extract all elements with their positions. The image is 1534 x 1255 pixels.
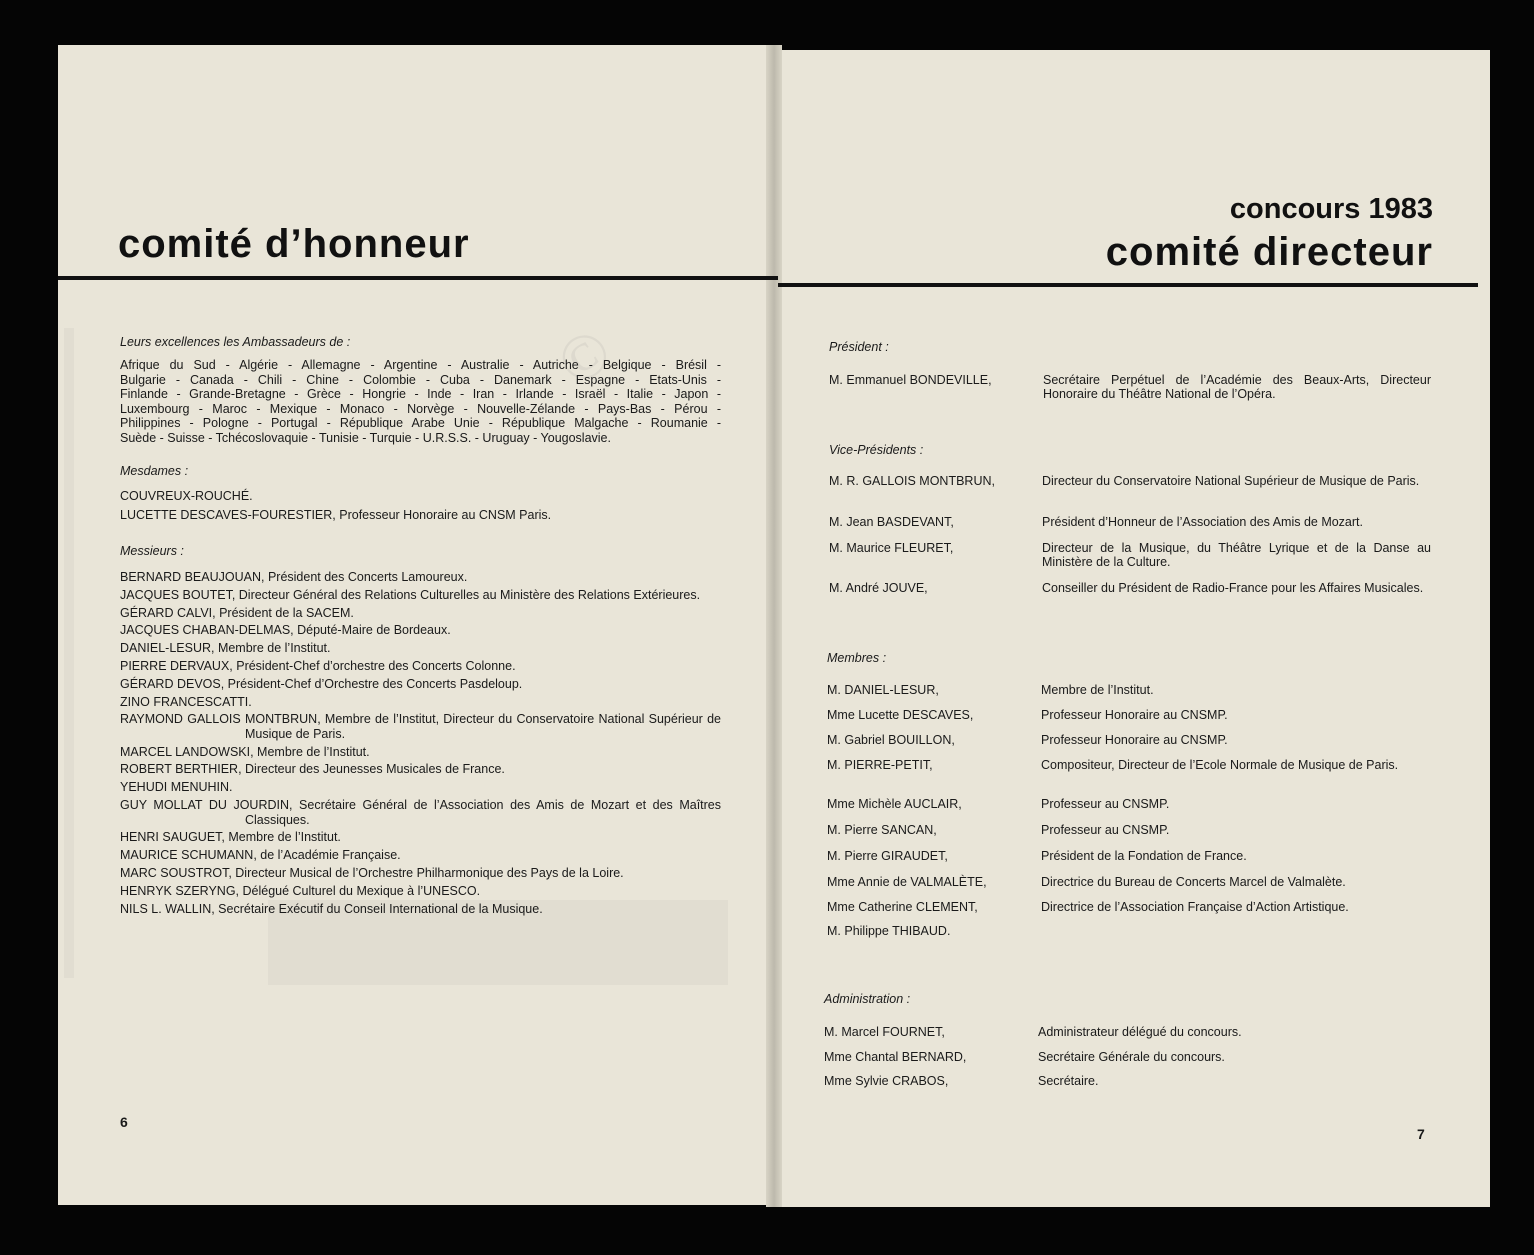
honor-member-entry: GÉRARD CALVI, Président de la SACEM. [120, 605, 354, 620]
members-description: Compositeur, Directeur de l’Ecole Normale de Musique de Paris. [1041, 758, 1399, 772]
messieurs-label: Messieurs : [120, 544, 184, 558]
vice-presidents-label: Vice-Présidents : [829, 443, 924, 457]
honor-member-entry: COUVREUX-ROUCHÉ. [120, 489, 253, 503]
honor-member-entry: YEHUDI MENUHIN. [120, 780, 233, 795]
vice-description: Président d’Honneur de l’Association des Amis de Mozart. [1042, 515, 1363, 529]
honor-member-entry: JACQUES CHABAN-DELMAS, Député-Maire de Bordeaux. [120, 623, 451, 638]
admin-name: Mme Sylvie CRABOS, [824, 1074, 949, 1088]
members-name: M. Philippe THIBAUD. [827, 924, 951, 938]
vice-description: Conseiller du Président de Radio-France pour les Affaires Musicales. [1042, 581, 1424, 595]
members-description: Professeur au CNSMP. [1041, 823, 1170, 837]
vice-name: M. André JOUVE, [829, 581, 928, 595]
members-description: Professeur Honoraire au CNSMP. [1041, 733, 1228, 747]
ambassador-line: Finlande - Grande-Bretagne - Grèce - Hongrie - Inde - Iran - Irlande - Israël - Italie - Japon - [120, 387, 721, 401]
honor-member-entry: ROBERT BERTHIER, Directeur des Jeunesses Musicales de France. [120, 762, 505, 777]
members-name: Mme Lucette DESCAVES, [827, 708, 974, 722]
left-header-rule [58, 276, 778, 280]
vice-description: Directeur de la Musique, du Théâtre Lyrique et de la Danse au Ministère de la Culture. [1042, 541, 1431, 569]
messieurs-list [120, 570, 721, 919]
ambassador-line: Bulgarie - Canada - Chili - Chine - Colombie - Cuba - Danemark - Espagne - Etats-Unis - [120, 372, 721, 387]
show-through-left [64, 328, 74, 978]
members-description: Membre de l’Institut. [1041, 683, 1154, 697]
members-name: Mme Catherine CLEMENT, [827, 900, 978, 914]
admin-description: Administrateur délégué du concours. [1038, 1025, 1242, 1039]
members-name: M. DANIEL-LESUR, [827, 683, 939, 697]
copyright-watermark: © [544, 313, 624, 400]
page-title-comite-directeur: comité directeur [1105, 230, 1433, 274]
page-title-comite-honneur: comité d’honneur [118, 222, 470, 266]
administration-label: Administration : [824, 992, 911, 1006]
members-name: Mme Annie de VALMALÈTE, [827, 875, 987, 889]
honor-member-entry: GÉRARD DEVOS, Président-Chef d’Orchestre des Concerts Pasdeloup. [120, 676, 523, 691]
page-number-right: 7 [1417, 1126, 1425, 1142]
members-name: Mme Michèle AUCLAIR, [827, 797, 962, 811]
honor-member-entry: JACQUES BOUTET, Directeur Général des Relations Culturelles au Ministère des Relations Extérieures. [120, 587, 701, 602]
honor-member-entry: MARCEL LANDOWSKI, Membre de l’Institut. [120, 744, 370, 759]
members-name: M. Gabriel BOUILLON, [827, 733, 955, 747]
right-header-rule [778, 283, 1478, 287]
members-description: Président de la Fondation de France. [1041, 849, 1247, 863]
page-number-left: 6 [120, 1114, 128, 1130]
page-kicker-concours: concours 1983 [1229, 193, 1433, 225]
honor-member-entry: HENRI SAUGUET, Membre de l’Institut. [120, 830, 341, 845]
members-description: Professeur au CNSMP. [1041, 797, 1170, 811]
ambassador-line: Suède - Suisse - Tchécoslovaquie - Tunisie - Turquie - U.R.S.S. - Uruguay - Yougoslavie. [120, 430, 611, 445]
members-name: M. Pierre GIRAUDET, [827, 849, 948, 863]
ambassador-line: Afrique du Sud - Algérie - Allemagne - Argentine - Australie - Autriche - Belgique - Brésil - [120, 358, 721, 372]
honor-member-entry: LUCETTE DESCAVES-FOURESTIER, Professeur Honoraire au CNSM Paris. [120, 507, 552, 522]
honor-member-entry: NILS L. WALLIN, Secrétaire Exécutif du Conseil International de la Musique. [120, 901, 543, 916]
members-name: M. Pierre SANCAN, [827, 823, 937, 837]
book-spine [766, 45, 782, 1207]
members-name: M. PIERRE-PETIT, [827, 758, 933, 772]
president-label: Président : [829, 340, 889, 354]
ambassadors-label: Leurs excellences les Ambassadeurs de : [120, 335, 351, 349]
ambassador-line: Luxembourg - Maroc - Mexique - Monaco - Norvège - Nouvelle-Zélande - Pays-Bas - Pérou - [120, 401, 721, 416]
honor-member-entry: GUY MOLLAT DU JOURDIN, Secrétaire Général de l’Association des Amis de Mozart et des Maîtres Classiques. [120, 798, 721, 827]
president-name: M. Emmanuel BONDEVILLE, [829, 373, 992, 387]
admin-name: M. Marcel FOURNET, [824, 1025, 945, 1039]
honor-member-entry: MAURICE SCHUMANN, de l’Académie Française. [120, 848, 401, 863]
mesdames-list [120, 489, 721, 526]
vice-name: M. Jean BASDEVANT, [829, 515, 954, 529]
ambassadors-list [120, 358, 721, 445]
honor-member-entry: RAYMOND GALLOIS MONTBRUN, Membre de l’Institut, Directeur du Conservatoire National Supérieur de Musique de Paris. [120, 712, 721, 741]
ambassador-line: Philippines - Pologne - Portugal - République Arabe Unie - République Malgache - Roumanie - [120, 416, 721, 430]
honor-member-entry: DANIEL-LESUR, Membre de l’Institut. [120, 641, 331, 656]
vice-name: M. R. GALLOIS MONTBRUN, [829, 474, 995, 488]
honor-member-entry: PIERRE DERVAUX, Président-Chef d’orchestre des Concerts Colonne. [120, 658, 516, 673]
admin-description: Secrétaire. [1038, 1074, 1099, 1088]
members-description: Professeur Honoraire au CNSMP. [1041, 708, 1228, 722]
honor-member-entry: HENRYK SZERYNG, Délégué Culturel du Mexique à l’UNESCO. [120, 883, 481, 898]
members-label: Membres : [827, 651, 887, 665]
admin-description: Secrétaire Générale du concours. [1038, 1050, 1225, 1064]
members-description: Directrice de l’Association Française d’Action Artistique. [1041, 900, 1349, 914]
president-description: Secrétaire Perpétuel de l’Académie des Beaux-Arts, Directeur Honoraire du Théâtre National de l’Opéra. [1043, 373, 1431, 401]
honor-member-entry: ZINO FRANCESCATTI. [120, 694, 252, 709]
honor-member-entry: MARC SOUSTROT, Directeur Musical de l’Orchestre Philharmonique des Pays de la Loire. [120, 865, 624, 880]
vice-name: M. Maurice FLEURET, [829, 541, 954, 555]
honor-member-entry: BERNARD BEAUJOUAN, Président des Concerts Lamoureux. [120, 570, 468, 584]
mesdames-label: Mesdames : [120, 464, 189, 478]
admin-name: Mme Chantal BERNARD, [824, 1050, 967, 1064]
vice-description: Directeur du Conservatoire National Supérieur de Musique de Paris. [1042, 474, 1420, 488]
members-description: Directrice du Bureau de Concerts Marcel de Valmalète. [1041, 875, 1346, 889]
